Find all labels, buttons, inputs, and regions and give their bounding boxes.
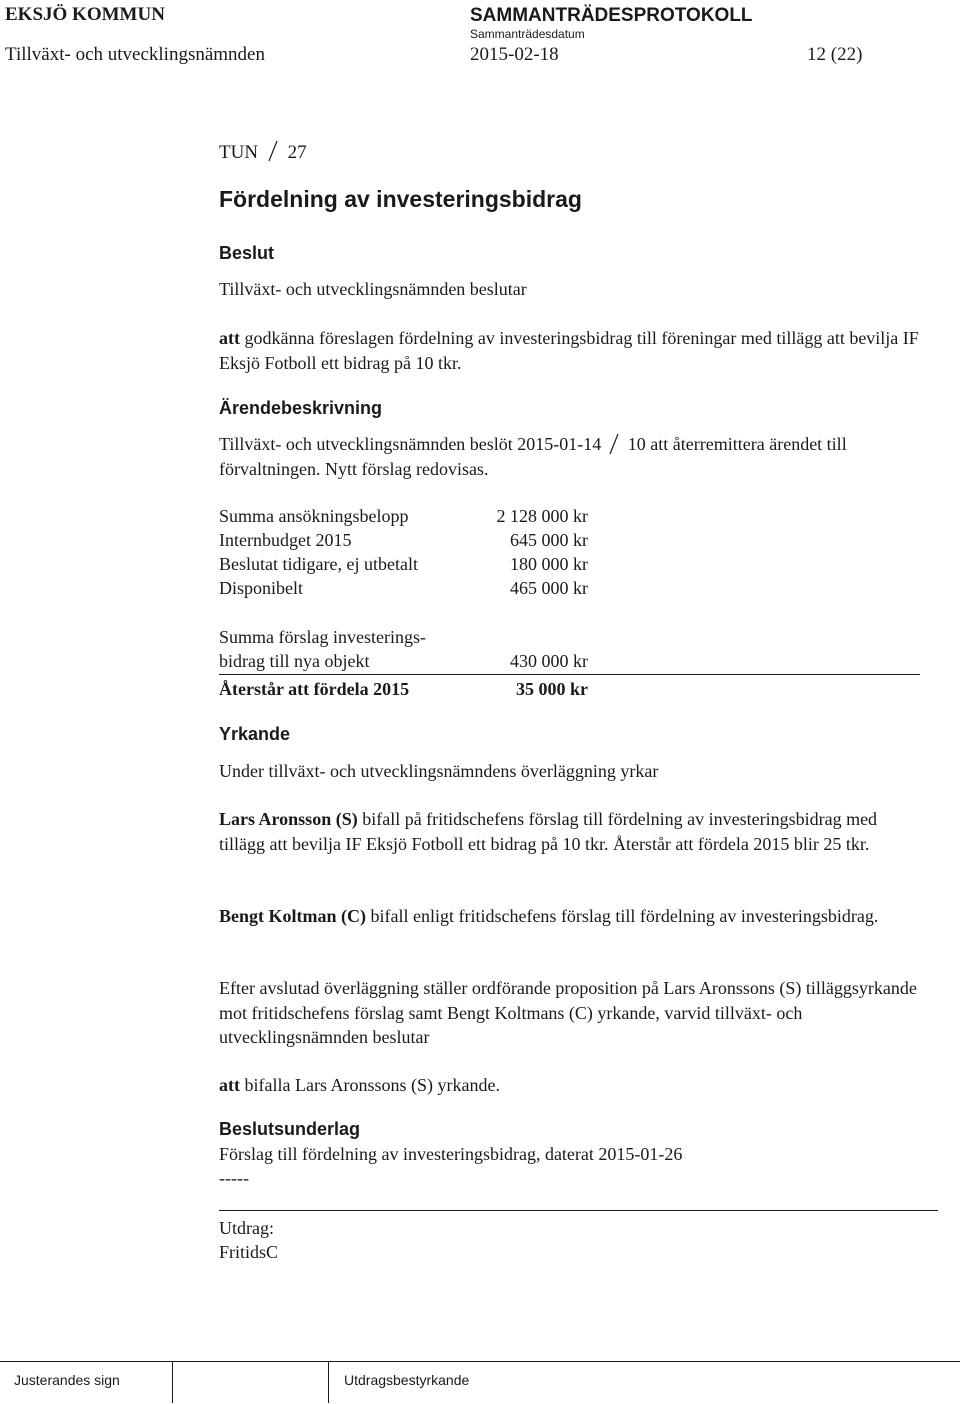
arende-text — [219, 432, 919, 481]
remaining-value: 35 000 kr — [516, 679, 588, 699]
yrkande-heading: Yrkande — [219, 724, 291, 744]
page-number: 12 (22) — [807, 44, 863, 65]
arende-heading: Ärendebeskrivning — [219, 398, 383, 418]
yrkande-paragraph-3: Efter avslutad överläggning ställer ordförande proposition på Lars Aronssons (S) tilläggsyrkande mot fritidschefens förslag samt Bengt Koltmans (C) yrkande, varvid tillväxt- och utvecklingsnämnden beslutar — [219, 978, 917, 1047]
sum-rule — [219, 674, 920, 675]
forslag-value: 430 000 kr — [510, 651, 588, 671]
org-name: EKSJÖ KOMMUN — [5, 4, 165, 25]
beslut-heading: Beslut — [219, 243, 275, 263]
proposal-text: bifall enligt fritidschefens förslag till fördelning av investeringsbidrag. — [366, 906, 879, 926]
section-num: 27 — [287, 142, 307, 163]
section-number — [219, 139, 307, 164]
yrkande-paragraph-2 — [219, 904, 919, 929]
utdrag-recipient: FritidsC — [219, 1242, 279, 1262]
proposer-name: Bengt Koltman (C) — [219, 906, 366, 926]
committee-name: Tillväxt- och utvecklingsnämnden — [5, 44, 265, 65]
footer-rule — [0, 1361, 960, 1362]
justerandes-sign-label: Justerandes sign — [14, 1372, 120, 1388]
underlag-dashes: ----- — [219, 1168, 249, 1188]
arende-text-after: 10 att återremittera ärendet till förvaltningen. Nytt förslag redovisas. — [219, 434, 847, 479]
budget-value: 645 000 kr — [510, 530, 588, 550]
page-title: Fördelning av investeringsbidrag — [219, 186, 582, 212]
proposal-text: bifall på fritidschefens förslag till fördelning av investeringsbidrag med tillägg att bevilja IF Eksjö Fotboll ett bidrag på 10 tkr. Återstår att fördela 2015 blir 25 tkr. — [219, 809, 878, 854]
footer-divider — [328, 1361, 329, 1403]
proposer-name: Lars Aronsson (S) — [219, 809, 358, 829]
utdrag-label: Utdrag: — [219, 1218, 274, 1238]
section-prefix: TUN — [219, 142, 259, 163]
arende-text-before: Tillväxt- och utvecklingsnämnden beslöt 2015-01-14 — [219, 434, 602, 454]
att-keyword: att — [219, 328, 240, 348]
budget-value: 465 000 kr — [510, 578, 588, 598]
utdrag-rule — [219, 1210, 938, 1211]
beslut-body: godkänna föreslagen fördelning av investeringsbidrag till föreningar med tillägg att bevilja IF Eksjö Fotboll ett bidrag på 10 tkr. — [219, 328, 919, 373]
paragraph-sign-icon — [607, 433, 621, 455]
budget-label: Beslutat tidigare, ej utbetalt — [219, 554, 418, 574]
document-type: SAMMANTRÄDESPROTOKOLL — [470, 5, 753, 26]
att-keyword: att — [219, 1075, 240, 1095]
paragraph-sign-icon — [266, 139, 280, 163]
yrkande-paragraph-4 — [219, 1073, 919, 1098]
underlag-heading: Beslutsunderlag — [219, 1119, 361, 1139]
underlag-text: Förslag till fördelning av investeringsbidrag, daterat 2015-01-26 — [219, 1144, 683, 1164]
budget-label: Internbudget 2015 — [219, 530, 352, 550]
budget-value: 180 000 kr — [510, 554, 588, 574]
yrkande-paragraph-1 — [219, 807, 919, 856]
forslag-label-line1: Summa förslag investerings- — [219, 627, 426, 647]
beslut-intro: Tillväxt- och utvecklingsnämnden beslutar — [219, 279, 527, 299]
budget-label: Summa ansökningsbelopp — [219, 506, 409, 526]
budget-value: 2 128 000 kr — [496, 506, 588, 526]
remaining-label: Återstår att fördela 2015 — [219, 679, 410, 699]
decision-text: bifalla Lars Aronssons (S) yrkande. — [240, 1075, 500, 1095]
forslag-label-line2: bidrag till nya objekt — [219, 651, 370, 671]
budget-label: Disponibelt — [219, 578, 303, 598]
footer-divider — [172, 1361, 173, 1403]
utdragsbestyrkande-label: Utdragsbestyrkande — [344, 1372, 470, 1388]
date-label: Sammanträdesdatum — [470, 27, 585, 41]
beslut-text — [219, 326, 919, 375]
yrkande-intro: Under tillväxt- och utvecklingsnämndens överläggning yrkar — [219, 761, 659, 781]
meeting-date: 2015-02-18 — [470, 44, 559, 65]
